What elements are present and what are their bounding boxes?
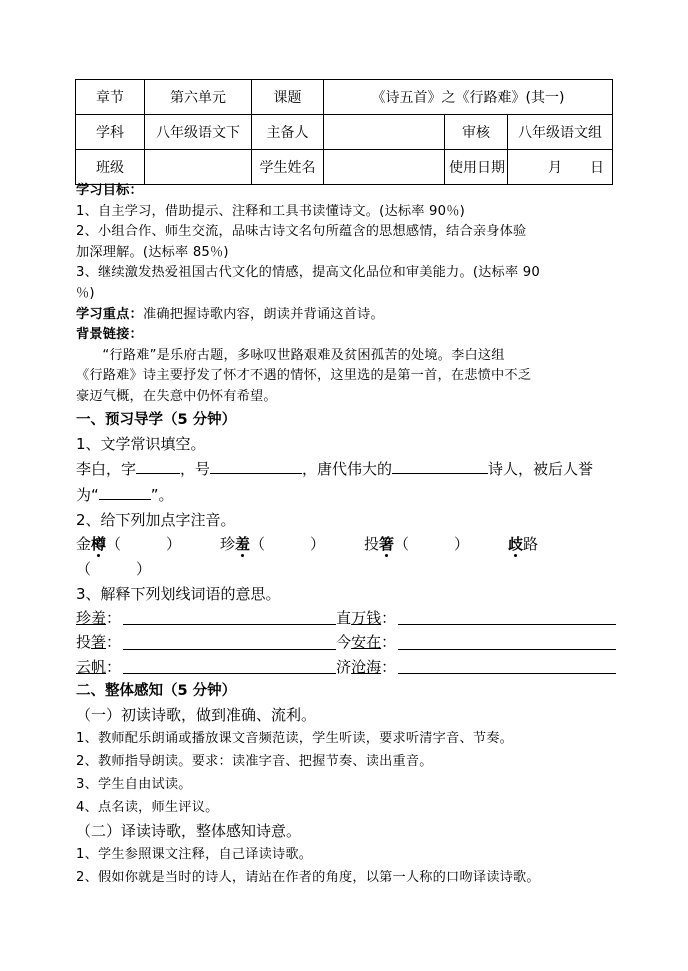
vocab-row	[76, 655, 616, 680]
subject-label: 学科	[76, 115, 145, 150]
vocab-char: 直	[336, 608, 352, 627]
goal-line: 2、小组合作、师生交流，品味古诗文名句所蕴含的思想感情，结合亲身体验	[76, 224, 527, 240]
dotted-char: 樽	[91, 534, 107, 553]
underlined-word: 云帆	[76, 657, 107, 676]
fill-text: 为“	[76, 485, 99, 504]
section2-title: 二、整体感知（5 分钟）	[76, 683, 237, 700]
dotted-char: 歧	[508, 534, 524, 553]
step-line: 1、学生参照课文注释，自己译读诗歌。	[76, 847, 313, 863]
answer-line[interactable]	[398, 606, 616, 626]
title-blank[interactable]	[99, 483, 151, 500]
colon: ：	[106, 608, 122, 627]
pinyin-answer-box[interactable]: （ ）	[250, 534, 326, 553]
step-line: 2、假如你就是当时的诗人，请站在作者的角度，以第一人称的口吻译读诗歌。	[76, 870, 540, 886]
step-line: 3、学生自由试读。	[76, 777, 192, 793]
vocab-item	[336, 606, 616, 631]
chapter-value: 第六单元	[145, 80, 252, 115]
goals-title: 学习目标：	[76, 183, 143, 198]
vocab-item	[336, 655, 616, 680]
step-line: 1、教师配乐朗诵或播放课文音频范读，学生听读，要求听清字音、节奏。	[76, 731, 513, 747]
table-row	[76, 150, 613, 185]
step-line: 4、点名读，师生评议。	[76, 800, 219, 816]
colon: ：	[106, 657, 122, 676]
dotted-char: 羞	[235, 534, 251, 553]
answer-line[interactable]	[123, 655, 336, 675]
vocab-item	[76, 606, 336, 631]
pinyin-answer-box[interactable]: （ ）	[106, 534, 182, 553]
goal-line: ％)	[76, 285, 95, 301]
fill-text: ，唐代伟大的	[302, 459, 393, 478]
student-name-label: 学生姓名	[252, 150, 324, 185]
answer-line[interactable]	[398, 630, 616, 650]
underlined-word: 万钱	[351, 608, 382, 627]
underlined-word: 沧海	[351, 657, 382, 676]
fill-text: 李白，字	[76, 459, 137, 478]
header-info-table	[75, 79, 613, 185]
subject-value: 八年级语文下	[145, 115, 252, 150]
fill-text: ”。	[150, 485, 174, 504]
date-value[interactable]: 月 日	[508, 150, 613, 185]
pinyin-char: 路	[523, 534, 539, 553]
fill-line-2	[76, 482, 616, 508]
pinyin-char: 金	[76, 534, 92, 553]
pinyin-item	[508, 532, 538, 557]
pinyin-item	[220, 532, 325, 557]
section1-title: 一、预习导学（5 分钟）	[76, 411, 237, 428]
colon: ：	[381, 633, 397, 652]
fill-line-1	[76, 456, 616, 482]
step-line: 2、教师指导朗读。要求：读准字音、把握节奏、读出重音。	[76, 754, 433, 770]
class-value[interactable]	[145, 150, 252, 185]
table-row	[76, 115, 613, 150]
goal-line: 1、自主学习，借助提示、注释和工具书读懂诗文。(达标率 90％)	[76, 203, 465, 219]
vocab-char: 今	[336, 633, 352, 652]
focus-line	[76, 305, 616, 326]
dotted-char: 箸	[379, 534, 395, 553]
vocab-item	[76, 655, 336, 680]
reviewer-label: 审核	[445, 115, 508, 150]
underlined-word: 箸	[91, 633, 107, 652]
pinyin-item	[364, 532, 469, 557]
background-title: 背景链接：	[76, 327, 143, 343]
date-label: 使用日期	[445, 150, 508, 185]
preparer-label: 主备人	[252, 115, 324, 150]
vocab-item	[336, 630, 616, 655]
answer-line[interactable]	[398, 655, 616, 675]
fill-text: 诗人，被后人誉	[488, 459, 594, 478]
subsection-title: （二）译读诗歌，整体感知诗意。	[76, 822, 302, 841]
answer-line[interactable]	[123, 606, 336, 626]
q2-text: 2、给下列加点字注音。	[76, 510, 236, 529]
courtesy-name-blank[interactable]	[136, 457, 180, 474]
vocab-char: 济	[336, 657, 352, 676]
background-line: 《行路难》诗主要抒发了怀才不遇的情怀，这里选的是第一首，在悲愤中不乏	[76, 368, 532, 384]
vocab-item	[76, 630, 336, 655]
poet-type-blank[interactable]	[392, 457, 488, 474]
pinyin-item	[76, 532, 181, 557]
pinyin-answer-box[interactable]: （ ）	[394, 534, 470, 553]
focus-text: 准确把握诗歌内容，朗读并背诵这首诗。	[142, 306, 384, 322]
class-label: 班级	[76, 150, 145, 185]
q3-text: 3、解释下列划线词语的意思。	[76, 584, 281, 603]
subsection-title: （一）初读诗歌，做到准确、流利。	[76, 706, 317, 725]
topic-value: 《诗五首》之《行路难》(其一)	[324, 80, 613, 115]
worksheet-content	[76, 181, 616, 889]
pinyin-char: 珍	[220, 534, 236, 553]
colon: ：	[381, 608, 397, 627]
focus-label: 学习重点：	[76, 306, 143, 322]
answer-line[interactable]	[123, 630, 336, 650]
vocab-row	[76, 630, 616, 655]
chapter-label: 章节	[76, 80, 145, 115]
pinyin-answer-box[interactable]: （ ）	[76, 559, 152, 578]
goal-line: 加深理解。(达标率 85％)	[76, 244, 229, 260]
topic-label: 课题	[252, 80, 324, 115]
fill-text: ，号	[180, 459, 211, 478]
background-line: 豪迈气概，在失意中仍怀有希望。	[76, 388, 277, 404]
pinyin-char: 投	[364, 534, 380, 553]
pinyin-row	[76, 532, 616, 557]
preparer-value[interactable]	[324, 115, 445, 150]
underlined-word: 安在	[351, 633, 382, 652]
goal-line: 3、继续激发热爱祖国古代文化的情感，提高文化品位和审美能力。(达标率 90	[76, 265, 540, 281]
student-name-value[interactable]	[324, 150, 445, 185]
colon: ：	[381, 657, 397, 676]
q1-text: 1、文学常识填空。	[76, 434, 206, 453]
table-row	[76, 80, 613, 115]
background-line: “行路难”是乐府古题，多咏叹世路艰难及贫困孤苦的处境。李白这组	[102, 347, 505, 363]
underlined-word: 珍羞	[76, 608, 107, 627]
reviewer-value: 八年级语文组	[508, 115, 613, 150]
vocab-char: 投	[76, 633, 92, 652]
colon: ：	[106, 633, 122, 652]
art-name-blank[interactable]	[210, 457, 302, 474]
vocab-row	[76, 606, 616, 631]
